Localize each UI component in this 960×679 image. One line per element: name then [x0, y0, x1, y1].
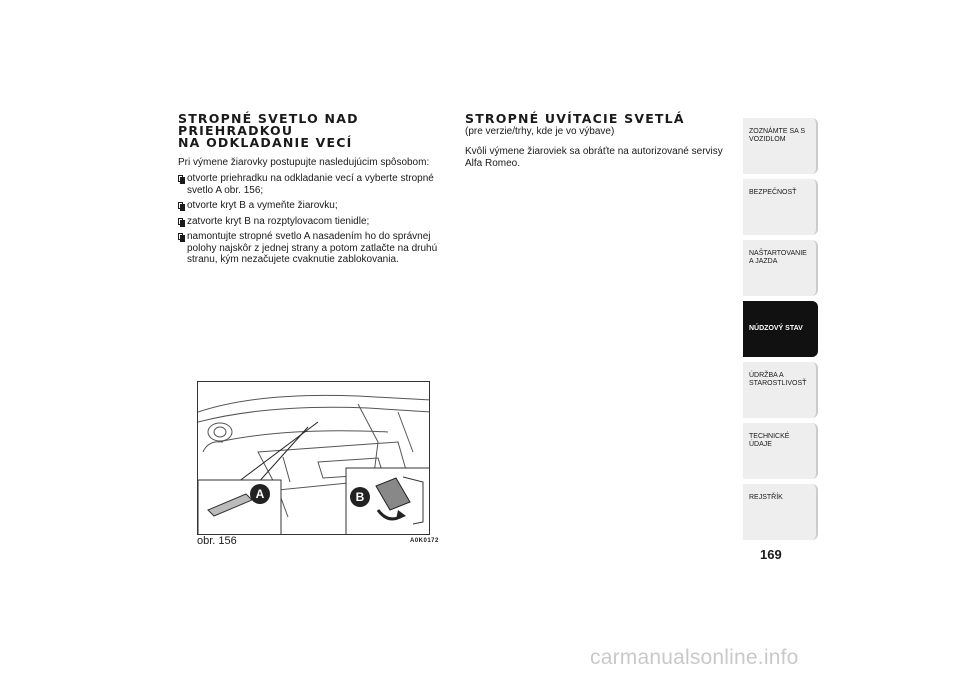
tab-zoznamte-sa[interactable]: ZOZNÁMTE SA S VOZIDLOM	[743, 118, 818, 174]
tab-technicke-udaje[interactable]: TECHNICKÉ ÚDAJE	[743, 423, 818, 479]
checkbox-bullet-icon	[178, 202, 183, 209]
label-a: A	[255, 487, 265, 501]
watermark: carmanualsonline.info	[590, 646, 799, 669]
checkbox-bullet-icon	[178, 233, 183, 240]
subheading: (pre verzie/trhy, kde je vo výbave)	[465, 126, 615, 137]
steps-list	[178, 173, 450, 266]
section-heading-welcome-lights: STROPNÉ UVÍTACIE SVETLÁ	[465, 111, 685, 126]
glovebox-illustration	[198, 382, 430, 535]
figure-code: A0K0172	[410, 538, 439, 544]
label-b: B	[355, 490, 365, 504]
right-section	[465, 113, 725, 170]
chapter-tabs	[743, 118, 818, 545]
list-item: otvorte priehradku na odkladanie vecí a vyberte stropné svetlo A obr. 156;	[178, 173, 450, 196]
section-heading-ceiling-light: STROPNÉ SVETLO NAD PRIEHRADKOU NA ODKLADANIE VECÍ	[178, 111, 359, 150]
tab-udrzba[interactable]: ÚDRŽBA A STAROSTLIVOSŤ	[743, 362, 818, 418]
tab-rejstrik[interactable]: REJSTŘÍK	[743, 484, 818, 540]
tab-bezpecnost[interactable]: BEZPEČNOSŤ	[743, 179, 818, 235]
tab-nudzovy-stav[interactable]: NÚDZOVÝ STAV	[743, 301, 818, 357]
list-item: otvorte kryt B a vymeňte žiarovku;	[178, 200, 450, 212]
page-number: 169	[760, 547, 782, 562]
figure-illustration	[197, 381, 430, 535]
left-section	[178, 113, 450, 270]
list-item: namontujte stropné svetlo A nasadením ho do správnej polohy najskôr z jednej strany a potom zatlačte na druhú stranu, kým nezačujete cvaknutie zablokovania.	[178, 231, 450, 266]
list-item: zatvorte kryt B na rozptylovacom tienidle;	[178, 216, 450, 228]
body-text: Kvôli výmene žiaroviek sa obráťte na autorizované servisy Alfa Romeo.	[465, 146, 723, 169]
checkbox-bullet-icon	[178, 218, 183, 225]
figure-caption: obr. 156	[197, 535, 237, 547]
tab-nastartovanie[interactable]: NAŠTARTOVANIE A JAZDA	[743, 240, 818, 296]
intro-text: Pri výmene žiarovky postupujte nasledujúcim spôsobom:	[178, 157, 430, 168]
checkbox-bullet-icon	[178, 175, 183, 182]
